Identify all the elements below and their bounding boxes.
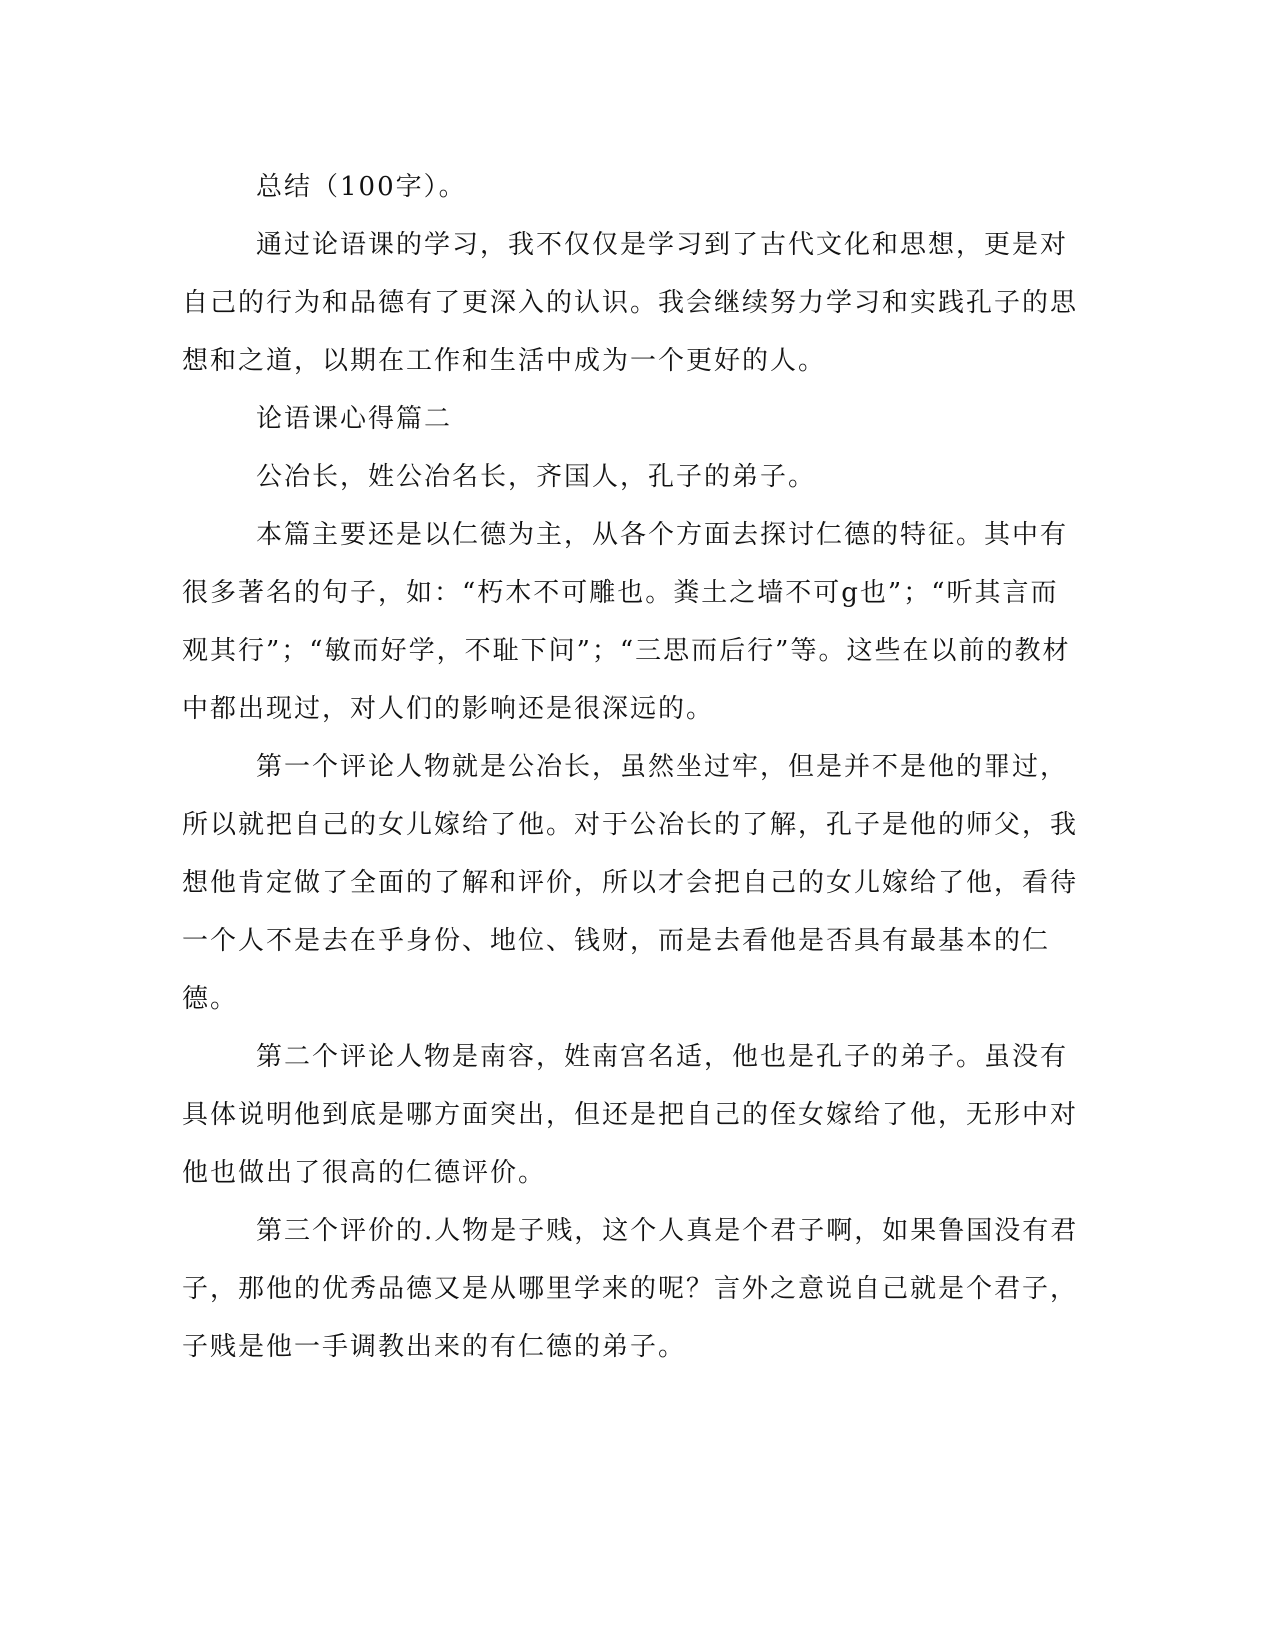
- paragraph-first-figure: 第一个评论人物就是公冶长，虽然坐过牢，但是并不是他的罪过，所以就把自己的女儿嫁给了他。对于公冶长的了解，孔子是他的师父，我想他肯定做了全面的了解和评价，所以才会把自己的女儿嫁给了他，看待一个人不是去在乎身份、地位、钱财，而是去看他是否具有最基本的仁德。: [182, 752, 1079, 1014]
- paragraph-summary: 通过论语课的学习，我不仅仅是学习到了古代文化和思想，更是对自己的行为和品德有了更深入的认识。我会继续努力学习和实践孔子的思想和之道，以期在工作和生活中成为一个更好的人。: [182, 230, 1079, 376]
- paragraph-third-figure: 第三个评价的.人物是子贱，这个人真是个君子啊，如果鲁国没有君子，那他的优秀品德又是从哪里学来的呢？言外之意说自己就是个君子，子贱是他一手调教出来的有仁德的弟子。: [182, 1216, 1079, 1362]
- paragraph-theme: 本篇主要还是以仁德为主，从各个方面去探讨仁德的特征。其中有很多著名的句子，如：“朽木不可雕也。粪土之墙不可g也”；“听其言而观其行”；“敏而好学，不耻下问”；“三思而后行”等。这些在以前的教材中都出现过，对人们的影响还是很深远的。: [182, 520, 1071, 724]
- paragraph-second-figure: 第二个评论人物是南容，姓南宫名适，他也是孔子的弟子。虽没有具体说明他到底是哪方面突出，但还是把自己的侄女嫁给了他，无形中对他也做出了很高的仁德评价。: [182, 1042, 1079, 1188]
- paragraph-intro: 公冶长，姓公冶名长，齐国人，孔子的弟子。: [256, 462, 817, 492]
- document-body: [182, 158, 1082, 1376]
- section-title: 论语课心得篇二: [256, 404, 453, 434]
- paragraph-summary-heading: 总结（100字）。: [256, 172, 467, 202]
